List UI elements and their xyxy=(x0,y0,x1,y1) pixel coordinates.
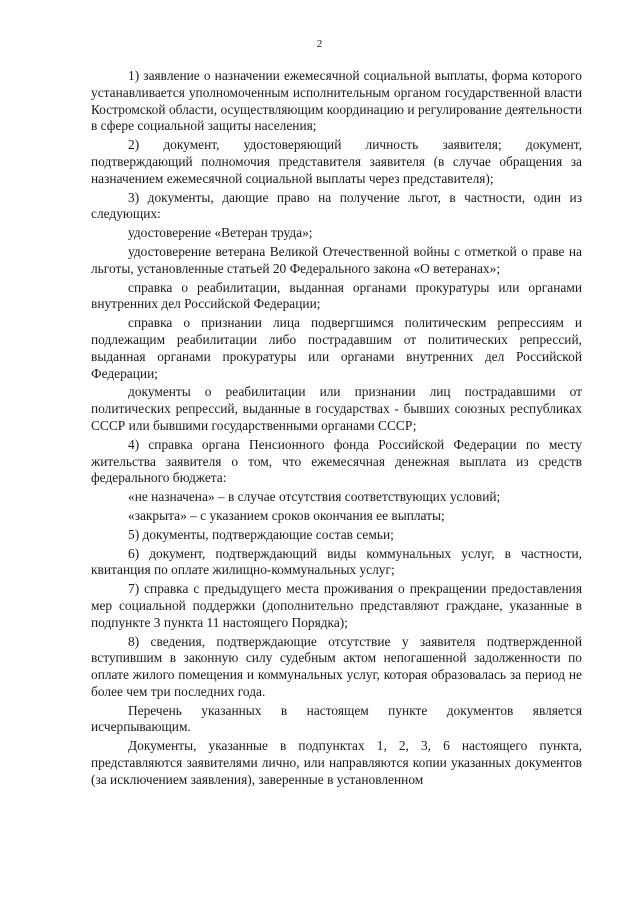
paragraph: удостоверение «Ветеран труда»; xyxy=(128,225,313,241)
paragraph: 6) документ, подтверждающий виды коммунальных услуг, в частности, квитанция по оплате жилищно-коммунальных услуг; xyxy=(91,545,582,578)
paragraph: 3) документы, дающие право на получение льгот, в частности, один из следующих: xyxy=(91,189,582,222)
paragraph: «не назначена» – в случае отсутствия соответствующих условий; xyxy=(128,489,501,505)
paragraph: 1) заявление о назначении ежемесячной социальной выплаты, форма которого устанавливается уполномоченным исполнительным органом государственной власти Костромской области, осуществляющим координацию и регулирование деятельности в сфере социальной защиты населения; xyxy=(91,68,582,134)
paragraph: Перечень указанных в настоящем пункте документов является исчерпывающим. xyxy=(91,702,582,735)
paragraph: 4) справка органа Пенсионного фонда Российской Федерации по месту жительства заявителя о том, что ежемесячная денежная выплата из средств федерального бюджета: xyxy=(91,436,582,486)
paragraph: 2) документ, удостоверяющий личность заявителя; документ, подтверждающий полномочия представителя заявителя (в случае обращения за назначением ежемесячной социальной выплаты через представителя); xyxy=(91,137,582,186)
paragraph: 5) документы, подтверждающие состав семьи; xyxy=(128,526,394,542)
paragraph: документы о реабилитации или признании лиц пострадавшими от политических репрессий, выданные в государствах - бывших союзных республиках СССР или бывшими государственными органами СССР; xyxy=(91,384,582,433)
paragraph: 7) справка с предыдущего места проживания о прекращении предоставления мер социальной поддержки (дополнительно представляют граждане, указанные в подпункте 3 пункта 11 настоящего Порядка); xyxy=(91,581,582,630)
page-number: 2 xyxy=(316,38,323,50)
paragraph: удостоверение ветерана Великой Отечественной войны с отметкой о праве на льготы, установленные статьей 20 Федерального закона «О ветеранах»; xyxy=(91,243,582,276)
document-body xyxy=(91,68,582,791)
paragraph: справка о признании лица подвергшимся политическим репрессиям и подлежащим реабилитации либо пострадавшим от политических репрессий, выданная органами прокуратуры или органами внутренних дел Российской Федерации; xyxy=(91,315,582,381)
paragraph: «закрыта» – с указанием сроков окончания ее выплаты; xyxy=(128,507,445,523)
paragraph: 8) сведения, подтверждающие отсутствие у заявителя подтвержденной вступившим в законную силу судебным актом непогашенной задолженности по оплате жилого помещения и коммунальных услуг, которая образовалась за период не более чем три последних года. xyxy=(91,633,582,699)
paragraph: Документы, указанные в подпунктах 1, 2, 3, 6 настоящего пункта, представляются заявителями лично, или направляются копии указанных документов (за исключением заявления), заверенные в установленном xyxy=(91,738,582,787)
paragraph: справка о реабилитации, выданная органами прокуратуры или органами внутренних дел Российской Федерации; xyxy=(91,279,582,312)
